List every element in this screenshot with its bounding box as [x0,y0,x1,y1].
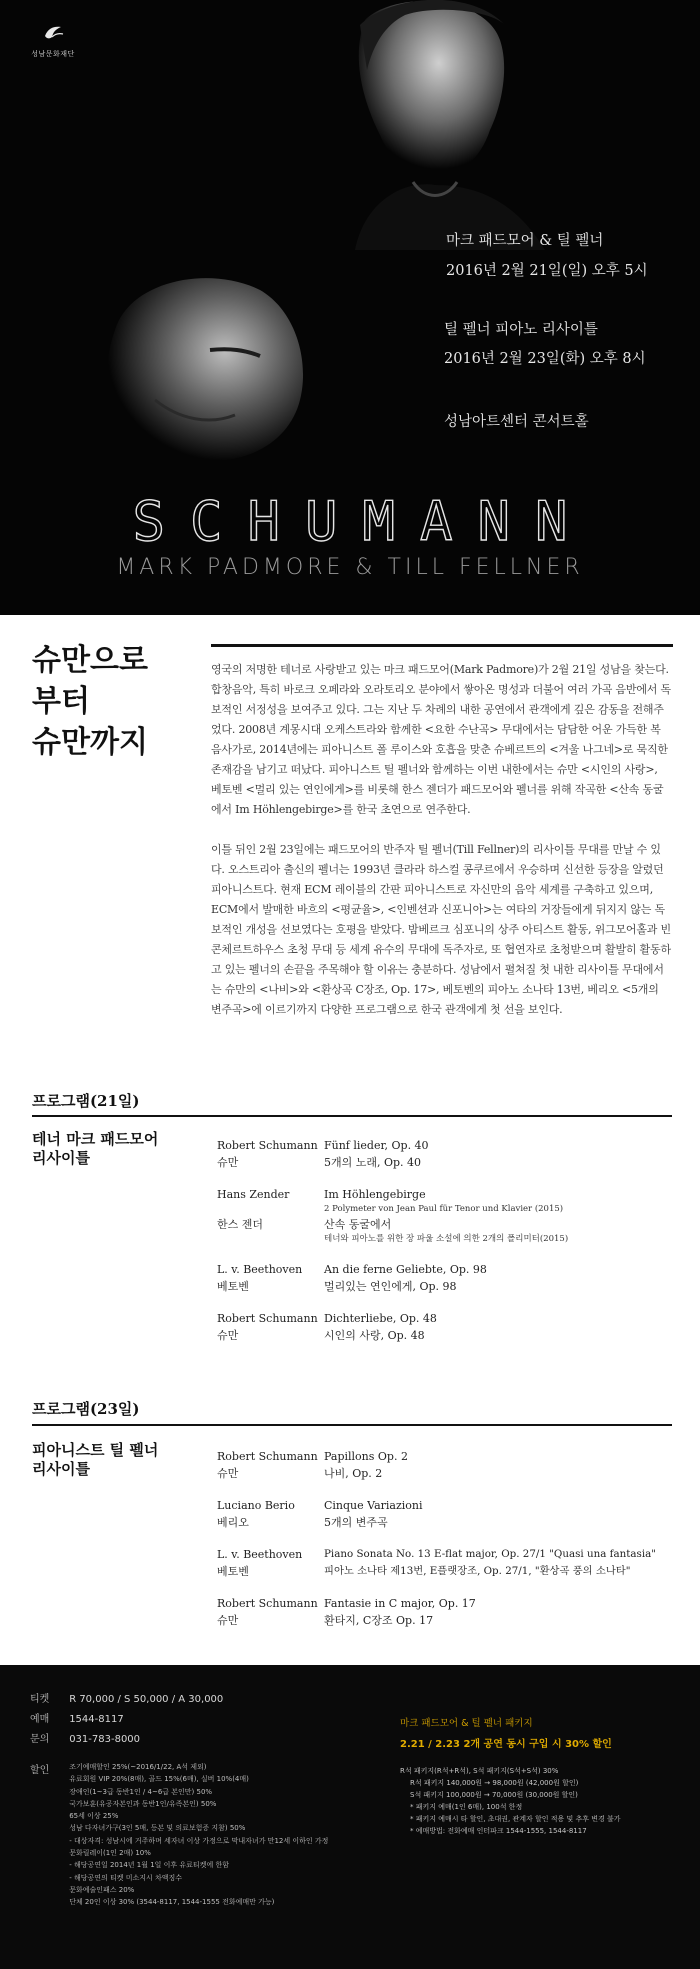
discount-item: 유료회원 VIP 20%(8매), 골드 15%(6매), 실버 10%(4매) [69,1775,249,1784]
program-item [217,1497,677,1531]
package-item: R석 패키지 140,000원 → 98,000원 (42,000원 할인) [410,1779,579,1787]
work [324,1595,677,1629]
composer-ko: 한스 젠더 [217,1218,264,1231]
booking-phone[interactable]: 1544-8117 [69,1714,124,1725]
intro-paragraph: 영국의 저명한 테너로 사랑받고 있는 마크 패드모어(Mark Padmore)가 2월 21일 성남을 찾는다. 합창음악, 특히 바로크 오페라와 오라토리오 분야에서 쌓아온 명성과 더불어 여러 가곡 음반에서 독보적인 서정성을 보여주고 있다. 그는 지난 두 차례의 내한 공연에서 관객에게 깊은 감동을 전해주었다. 2008년 계몽시대 오케스트라와 함께한 <요한 수난곡> 무대에서는 담담한 어운 가득한 복음사가로, 2014년에는 피아니스트 폴 루이스와 호흡을 맞춘 슈베르트의 <겨울 나그네>로 묵직한 존재감을 남기고 떠났다. 피아니스트 틸 펠너와 함께하는 이번 내한에서는 슈만 <시인의 사랑>, 베토벤 <멀리 있는 연인에게>를 비롯해 한스 젠더가 패드모어와 펠너를 위해 작곡한 <산속 동굴에서 Im Höhlengebirge>를 한국 초연으로 연주한다. [211,663,671,816]
swan-logo-icon [42,24,64,42]
work-en: Papillons Op. 2 [324,1450,408,1463]
ticket-row [30,1690,223,1705]
recital-title-line: 테너 마크 패드모어 [32,1130,159,1148]
performers-text: 마크 패드모어 & 틸 펠너 [446,233,604,249]
program-item [217,1595,677,1629]
discount-key: 할인 [30,1765,50,1776]
discount-item: - 해당공연의 티켓 미소지시 차액징수 [69,1873,183,1882]
discount-item: 65세 이상 25% [69,1812,119,1821]
work-note-ko: 테너와 피아노를 위한 장 파울 소설에 의한 2개의 폴리미터(2015) [324,1234,569,1244]
inquiry-row [30,1730,140,1745]
work [324,1497,677,1531]
recital-title-line: 리사이틀 [32,1149,90,1167]
program-21-label: 프로그램(21일) [32,1092,140,1110]
intro-divider [211,644,673,647]
work-en: An die ferne Geliebte, Op. 98 [324,1263,487,1276]
inquiry-key: 문의 [30,1734,50,1745]
composer-en: Hans Zender [217,1188,290,1201]
inquiry-phone[interactable]: 031-783-8000 [69,1734,141,1745]
work-en: Im Höhlengebirge [324,1188,426,1201]
program-item [217,1546,677,1580]
discount-item: 장애인(1~3급 동반1인 / 4~6급 본인만) 50% [69,1787,213,1796]
composer [217,1137,324,1171]
work-en: Dichterliebe, Op. 48 [324,1312,437,1325]
recital-title-line: 리사이틀 [32,1460,90,1478]
composer-en: Luciano Berio [217,1499,295,1512]
intro-title [32,640,148,763]
date-1: 2016년 2월 21일(일) 오후 5시 [446,263,648,279]
work [324,1261,677,1295]
ticket-info-footer [0,1665,700,1969]
work-ko: 5개의 변주곡 [324,1516,388,1529]
portrait-mark-padmore [295,0,555,250]
work [324,1137,677,1171]
discount-item: 단체 20인 이상 30% (3544-8117, 1544-1555 전화예매만 가능) [69,1898,275,1907]
program-23-divider [32,1424,672,1426]
intro-body [211,660,671,1040]
program-item [217,1448,677,1482]
program-23-label: 프로그램(23일) [32,1400,140,1418]
program-item [217,1310,677,1344]
date-2: 2016년 2월 23일(화) 오후 8시 [444,351,646,367]
package-item: * 패키지 예매(1인 6매), 100석 한정 [410,1803,523,1811]
program-item [217,1186,677,1246]
composer [217,1186,324,1246]
work [324,1186,677,1246]
package-item: * 패키지 예매시 타 할인, 초대권, 관계자 할인 적용 및 추후 변경 불가 [410,1815,621,1823]
composer-en: Robert Schumann [217,1312,318,1325]
work-ko: 산속 동굴에서 [324,1218,392,1231]
composer-en: Robert Schumann [217,1597,318,1610]
package-discount: 2.21 / 2.23 2개 공연 동시 구입 시 30% 할인 [400,1739,612,1750]
booking-row [30,1710,124,1725]
package-item: R석 패키지(R석+R석), S석 패키지(S석+S석) 30% [400,1767,559,1775]
discount-item: 문화예술인패스 20% [69,1885,135,1894]
package-details [400,1765,690,1837]
package-title: 마크 패드모어 & 틸 펠너 패키지 [400,1718,533,1729]
discount-list [69,1761,399,1909]
work [324,1310,677,1344]
work-ko: 피아노 소나타 제13번, E플랫장조, Op. 27/1, "환상곡 풍의 소나타" [324,1565,631,1577]
brand-subtitle: MARK PADMORE & TILL FELLNER [116,555,584,580]
logo-text: 성남문화재단 [31,50,75,58]
composer-ko: 슈만 [217,1329,239,1342]
work-en: Cinque Variazioni [324,1499,423,1512]
brand-title: SCHUMANN [132,490,593,553]
program-21-list [217,1137,677,1359]
composer-ko: 베토벤 [217,1280,249,1293]
discount-item: 성남 다자녀가구(3인 5매, 등본 및 의료보험증 지참) 50% [69,1824,246,1833]
program-21-divider [32,1115,672,1117]
composer-ko: 슈만 [217,1156,239,1169]
composer [217,1546,324,1580]
discount-item: - 대상자격: 성남시에 거주하며 세자녀 이상 가정으로 막내자녀가 만12세 이하인 가정 [69,1836,329,1845]
program-21-recital-title [32,1130,202,1168]
program-23-list [217,1448,677,1644]
composer [217,1595,324,1629]
recital-2-title: 틸 펠너 피아노 리사이틀 [444,322,598,338]
composer-en: L. v. Beethoven [217,1548,303,1561]
portrait-till-fellner [60,260,350,480]
work-en: Piano Sonata No. 13 E-flat major, Op. 27/1 "Quasi una fantasia" [324,1548,656,1560]
intro-title-line: 부터 [32,684,90,719]
program-23-recital-title [32,1441,202,1479]
composer [217,1497,324,1531]
discount-item: 문화릴레이(1인 2매) 10% [69,1849,151,1858]
intro-title-line: 슈만까지 [32,725,148,760]
work-ko: 5개의 노래, Op. 40 [324,1156,422,1169]
work-ko: 시인의 사랑, Op. 48 [324,1329,425,1342]
discount-item: - 해당공연일 2014년 1월 1일 이후 유료티켓에 한함 [69,1861,229,1870]
foundation-logo[interactable] [26,24,80,59]
package-item: * 예매방법: 전화예매 인터파크 1544-1555, 1544-8117 [410,1827,587,1835]
composer [217,1310,324,1344]
hero-banner [0,0,700,615]
work-note-en: 2 Polymeter von Jean Paul für Tenor und Klavier (2015) [324,1204,564,1214]
work [324,1448,677,1482]
intro-paragraph: 이틀 뒤인 2월 23일에는 패드모어의 반주자 틸 펠너(Till Fellner)의 리사이틀 무대를 만날 수 있다. 오스트리아 출신의 펠너는 1993년 클라라 하스컬 콩쿠르에서 우승하며 신선한 등장을 알렸던 피아니스트다. 현재 ECM 레이블의 간판 피아니스트로 자신만의 음악 세계를 구축하고 있으며, ECM에서 발매한 바흐의 <평균율>, <인벤션과 신포니아>는 여타의 거장들에게 뒤지지 않는 독보적인 개성을 선보였다는 호평을 받았다. 밤베르크 심포니의 상주 아티스트 활동, 위그모어홀과 빈 콘체르트하우스 초청 무대 등 세계 유수의 무대에 독주자로, 또 협연자로 초청받으며 활발히 활동하고 있는 펠너의 손끝을 주목해야 할 이유는 충분하다. 성남에서 펼쳐질 첫 내한 리사이틀 무대에서는 슈만의 <나비>와 <환상곡 C장조, Op. 17>, 베토벤의 피아노 소나타 13번, 베리오 <5개의 변주곡>에 이르기까지 다양한 프로그램으로 한국 관객에게 첫 선을 보인다. [211,843,671,1016]
booking-key: 예매 [30,1714,50,1725]
ticket-prices: R 70,000 / S 50,000 / A 30,000 [69,1694,224,1705]
composer [217,1261,324,1295]
recital-title-line: 피아니스트 틸 펠너 [32,1441,159,1459]
composer-en: Robert Schumann [217,1450,318,1463]
work-ko: 환타지, C장조 Op. 17 [324,1614,434,1627]
discount-row [30,1761,399,1909]
package-offer [400,1715,612,1750]
composer-ko: 슈만 [217,1467,239,1480]
composer [217,1448,324,1482]
composer-en: Robert Schumann [217,1139,318,1152]
work [324,1546,677,1580]
intro-title-line: 슈만으로 [32,643,148,678]
discount-item: 국가보훈(유공자본인과 동반1인/유족본인) 50% [69,1799,217,1808]
venue-text: 성남아트센터 콘서트홀 [444,414,589,430]
discount-item: 조기예매할인 25%(~2016/1/22, A석 제외) [69,1763,207,1771]
package-item: S석 패키지 100,000원 → 70,000원 (30,000원 할인) [410,1791,578,1799]
program-item [217,1261,677,1295]
work-ko: 멀리있는 연인에게, Op. 98 [324,1280,457,1293]
composer-ko: 베토벤 [217,1565,249,1578]
composer-en: L. v. Beethoven [217,1263,303,1276]
work-en: Fantasie in C major, Op. 17 [324,1597,476,1610]
composer-ko: 베리오 [217,1516,249,1529]
ticket-key: 티켓 [30,1694,50,1705]
composer-ko: 슈만 [217,1614,239,1627]
program-item [217,1137,677,1171]
work-en: Fünf lieder, Op. 40 [324,1139,429,1152]
brand-block [0,490,700,580]
work-ko: 나비, Op. 2 [324,1467,383,1480]
